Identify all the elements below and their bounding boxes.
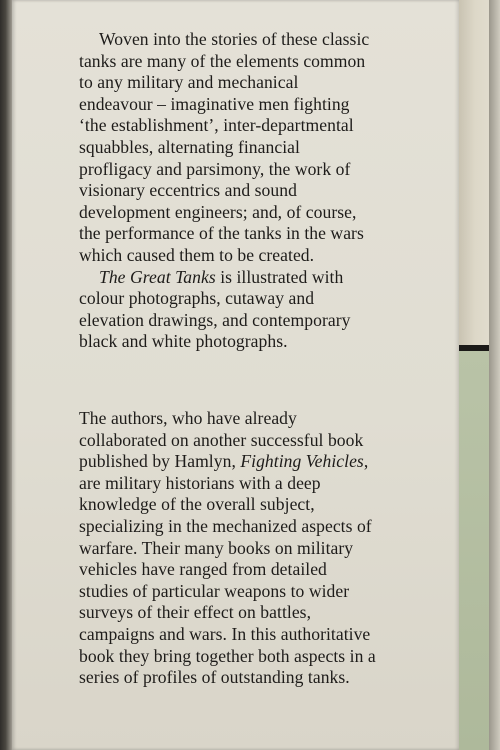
text-line: collaborated on another successful book [79,429,364,450]
text-line: series of profiles of outstanding tanks. [79,667,350,688]
text-line: book they bring together both aspects in a [79,645,376,666]
text-line: profligacy and parsimony, the work of [79,158,351,179]
text-line: vehicles have ranged from detailed [79,559,327,580]
authors-description [79,408,376,689]
text-fragment: published by Hamlyn, [79,451,241,472]
book-spine-edge [459,0,500,750]
book-title: The Great Tanks [99,266,216,287]
flap-description [79,29,369,353]
text-line: warfare. Their many books on military [79,537,354,558]
text-line: endeavour – imaginative men fighting [79,93,350,114]
text-line: knowledge of the overall subject, [79,494,315,515]
text-line: black and white photographs. [79,331,288,352]
book-title: Fighting Vehicles [240,451,364,472]
text-line: surveys of their effect on battles, [79,602,312,623]
text-line [79,451,376,473]
text-line: tanks are many of the elements common [79,50,366,71]
spine-green-band [459,351,489,750]
spine-shadow [489,0,500,750]
text-fragment: , [363,451,369,472]
text-line: squabbles, alternating financial [79,136,300,157]
text-line: the performance of the tanks in the wars [79,223,364,244]
text-line: Woven into the stories of these classic [99,29,370,49]
text-line: ‘the establishment’, inter-departmental [79,115,354,136]
text-line [79,267,369,289]
text-line: development engineers; and, of course, [79,201,357,222]
text-line: campaigns and wars. In this authoritative [79,623,371,644]
text-line: visionary eccentrics and sound [79,180,297,201]
text-line: studies of particular weapons to wider [79,580,350,601]
text-line: colour photographs, cutaway and [79,288,315,309]
text-line: specializing in the mechanized aspects of [79,515,372,536]
text-line: to any military and mechanical [79,72,299,93]
text-line: The authors, who have already [79,408,297,428]
text-line: are military historians with a deep [79,472,321,493]
text-line: elevation drawings, and contemporary [79,309,351,330]
text-line: which caused them to be created. [79,244,315,265]
text-fragment: is illustrated with [215,266,344,287]
